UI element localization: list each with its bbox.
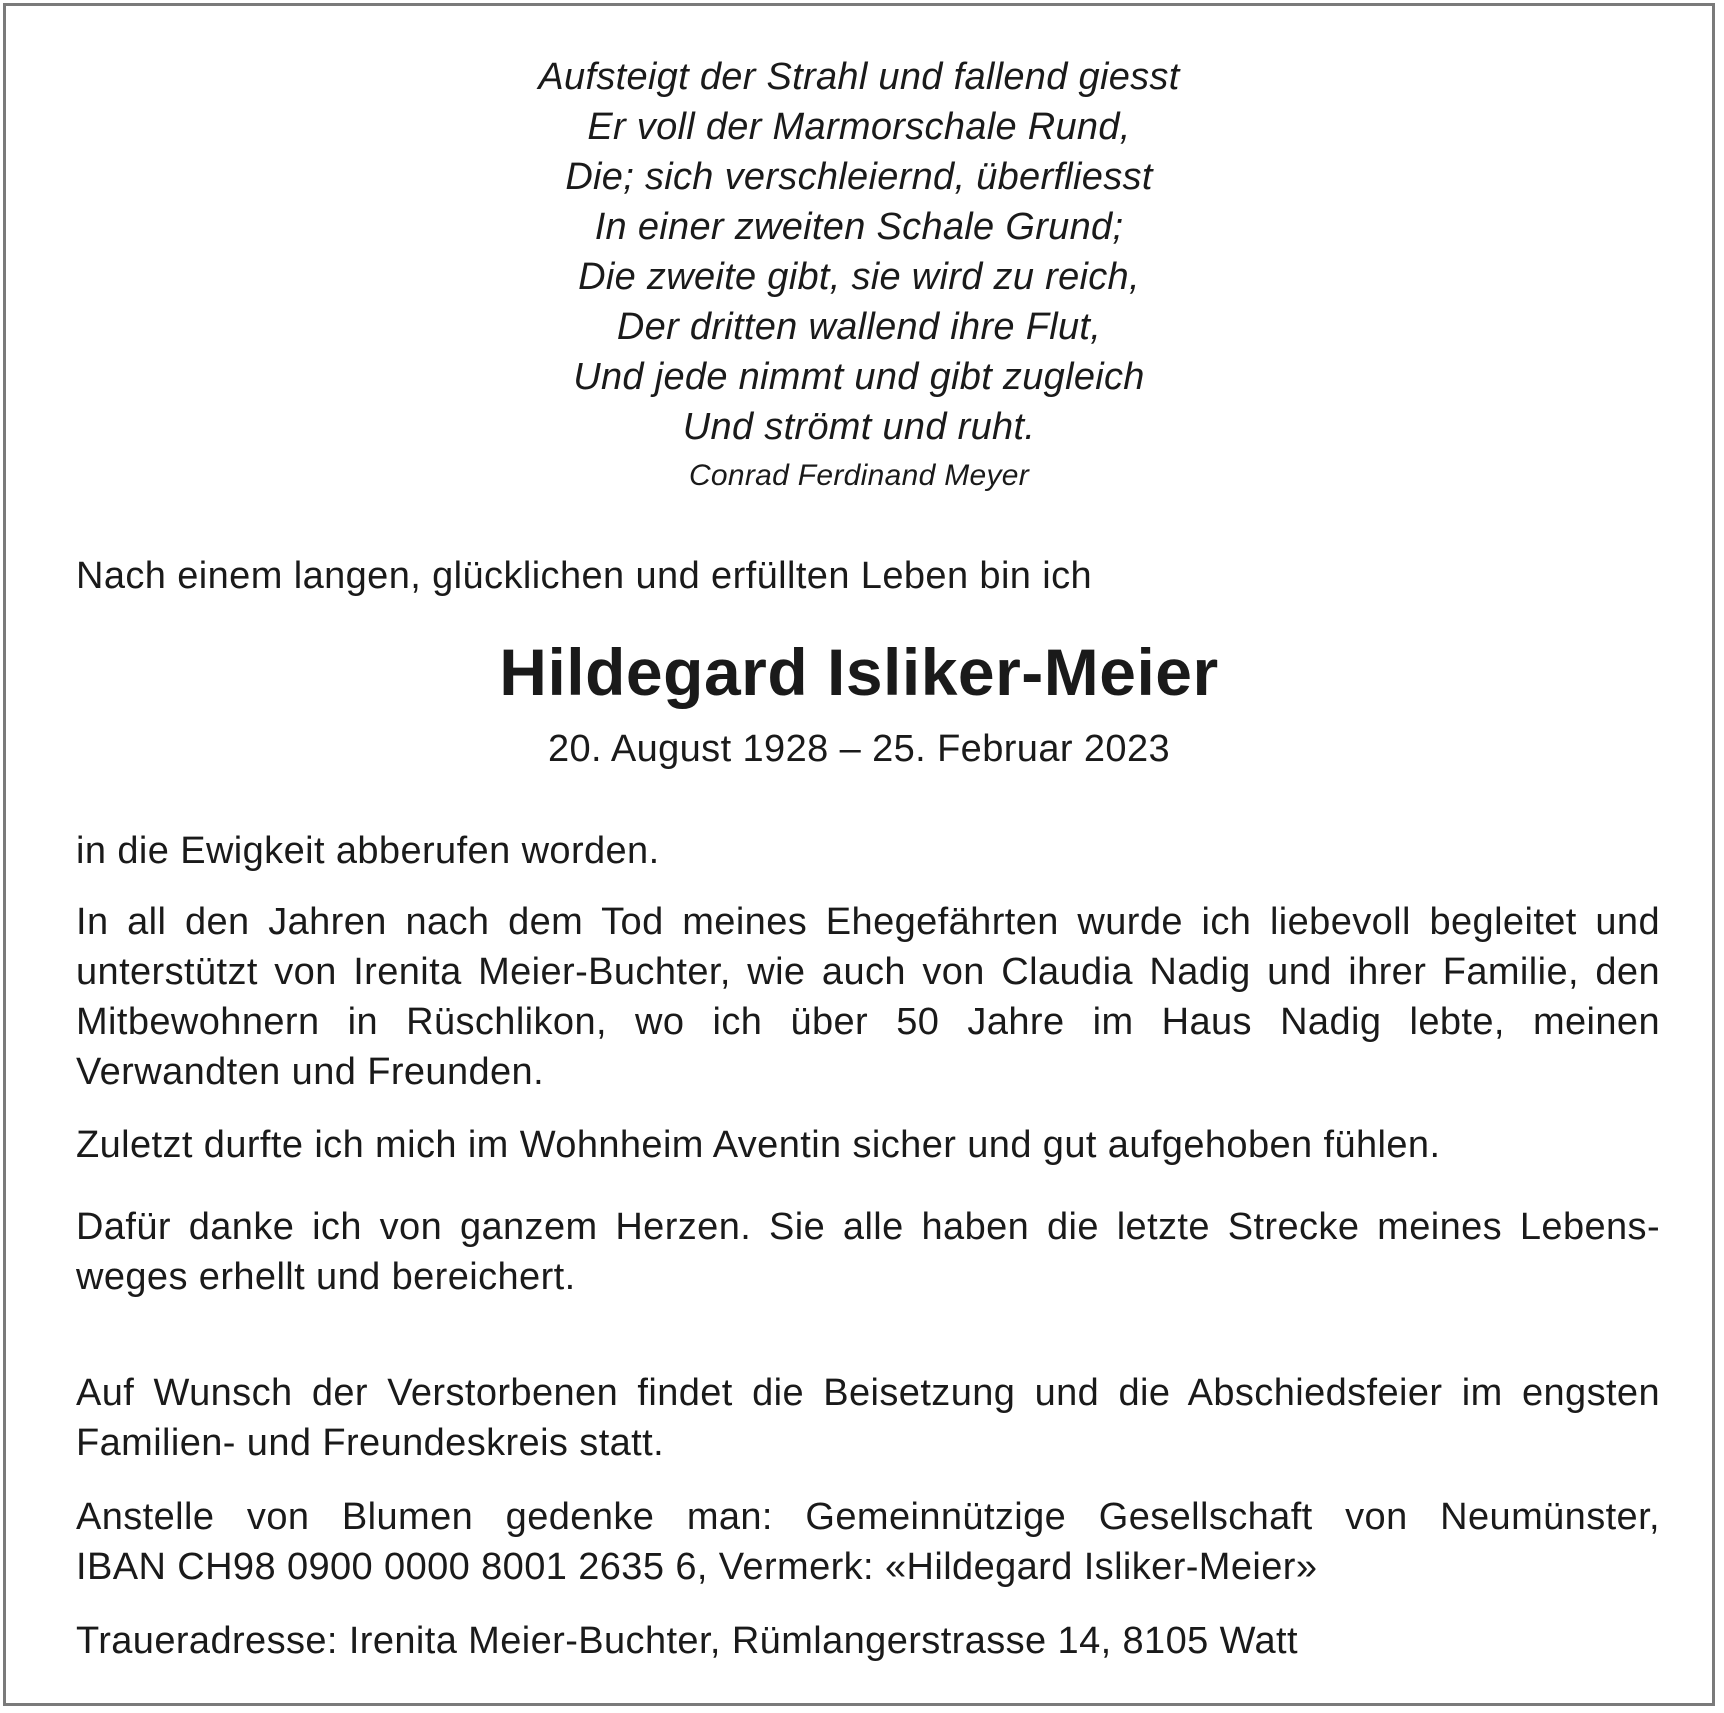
poem	[6, 52, 1712, 496]
donation-line: IBAN CH98 0900 0000 8001 2635 6, Vermerk: «Hildegard Isliker-Meier»	[76, 1546, 1318, 1588]
poem-line: Der dritten wallend ihre Flut,	[616, 306, 1102, 348]
paragraph-thanks: Dafür danke ich von ganzem Herzen. Sie alle haben die letzte Strecke meines Lebens-weges erhellt und bereichert.	[76, 1206, 1660, 1298]
poem-line: Die; sich verschleiernd, überfliesst	[565, 156, 1153, 198]
poem-line: In einer zweiten Schale Grund;	[594, 206, 1124, 248]
poem-line: Und jede nimmt und gibt zugleich	[573, 356, 1145, 398]
donation-line: Anstelle von Blumen gedenke man: Gemeinnützige Gesellschaft von Neumünster,	[76, 1496, 1660, 1538]
poem-line: Und strömt und ruht.	[682, 406, 1036, 448]
paragraph-called-to-eternity: in die Ewigkeit abberufen worden.	[76, 830, 660, 872]
poem-line: Er voll der Marmorschale Rund,	[587, 106, 1131, 148]
poem-author: Conrad Ferdinand Meyer	[688, 459, 1030, 492]
paragraph-donation	[76, 1492, 1660, 1592]
paragraph-funeral-info: Auf Wunsch der Verstorbenen findet die Beisetzung und die Abschiedsfeier im engsten Familien- und Freundeskreis statt.	[76, 1372, 1660, 1464]
deceased-name: Hildegard Isliker-Meier	[499, 635, 1219, 709]
mourning-address: Traueradresse: Irenita Meier-Buchter, Rümlangerstrasse 14, 8105 Watt	[76, 1620, 1298, 1662]
paragraph-gratitude-people: In all den Jahren nach dem Tod meines Ehegefährten wurde ich liebevoll begleitet und unterstützt von Irenita Meier-Buchter, wie auch von Claudia Nadig und ihrer Familie, den Mitbewohnern in Rüschlikon, wo ich über 50 Jahre im Haus Nadig lebte, meinen Verwandten und Freunden.	[76, 901, 1660, 1093]
paragraph-care-home: Zuletzt durfte ich mich im Wohnheim Aventin sicher und gut aufgehoben fühlen.	[76, 1124, 1441, 1166]
obituary-notice	[3, 3, 1715, 1706]
poem-line: Die zweite gibt, sie wird zu reich,	[578, 256, 1140, 298]
intro-text: Nach einem langen, glücklichen und erfüllten Leben bin ich	[76, 555, 1093, 597]
poem-line: Aufsteigt der Strahl und fallend giesst	[538, 56, 1180, 98]
life-dates: 20. August 1928 – 25. Februar 2023	[547, 728, 1171, 770]
